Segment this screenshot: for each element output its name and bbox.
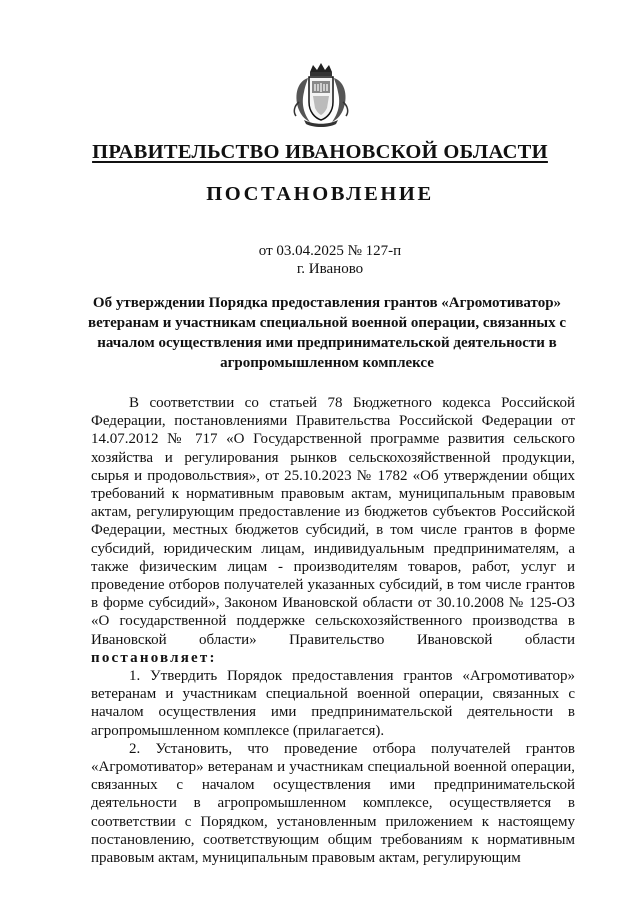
document-city: г. Иваново xyxy=(296,261,364,277)
document-title: Об утверждении Порядка предоставления грантов «Агромотиватор» ветеранам и участникам специальной военной операции, связанных с началом осуществления ими предпринимательской деятельности в агропромышленном комплексе xyxy=(87,295,567,371)
item-1-paragraph: 1. Утвердить Порядок предоставления грантов «Агромотиватор» ветеранам и участникам специальной военной операции, связанных с началом осуществления ими предпринимательской деятельности в агропромышленном комплексе (прилагается). xyxy=(91,668,575,739)
document-date-number: от 03.04.2025 № 127-п xyxy=(258,243,402,259)
coat-of-arms-icon xyxy=(290,62,352,128)
government-title: ПРАВИТЕЛЬСТВО ИВАНОВСКОЙ ОБЛАСТИ xyxy=(92,141,548,163)
item-2-paragraph: 2. Установить, что проведение отбора получателей грантов «Агромотиватор» ветеранам и участникам специальной военной операции, связанных с началом осуществления ими предпринимательской деятельности в агропромышленном комплексе, осуществляется в соответствии с Порядком, установленным приложением к настоящему постановлению, соответствующим общим требованиям к нормативным правовым актам, муниципальным правовым актам, регулирующим xyxy=(91,740,575,867)
document-type: ПОСТАНОВЛЕНИЕ xyxy=(206,183,434,205)
preamble-text: В соответствии со статьей 78 Бюджетного кодекса Российской Федерации, постановлениями Правительства Российской Федерации от 14.07.2012 № 717 «О Государственной программе развития сельского хозяйства и регулирования рынков сельскохозяйственной продукции, сырья и продовольствия», от 25.10.2023 № 1782 «Об утверждении общих требований к нормативным правовым актам, муниципальным правовым актам, регулирующим предоставление из бюджетов субъектов Российской Федерации, местных бюджетов субсидий, в том числе грантов в форме субсидий, юридическим лицам, индивидуальным предпринимателям, а также физическим лицам - производителям товаров, работ, услуг и проведение отборов получателей указанных субсидий, в том числе грантов в форме субсидий», Законом Ивановской области от 30.10.2008 № 125-ОЗ «О государственной поддержке сельскохозяйственного производства в Ивановской области» Правительство Ивановской области xyxy=(91,395,575,648)
resolves-keyword: постановляет: xyxy=(91,649,217,666)
preamble-paragraph xyxy=(91,394,575,667)
document-body xyxy=(91,394,575,867)
